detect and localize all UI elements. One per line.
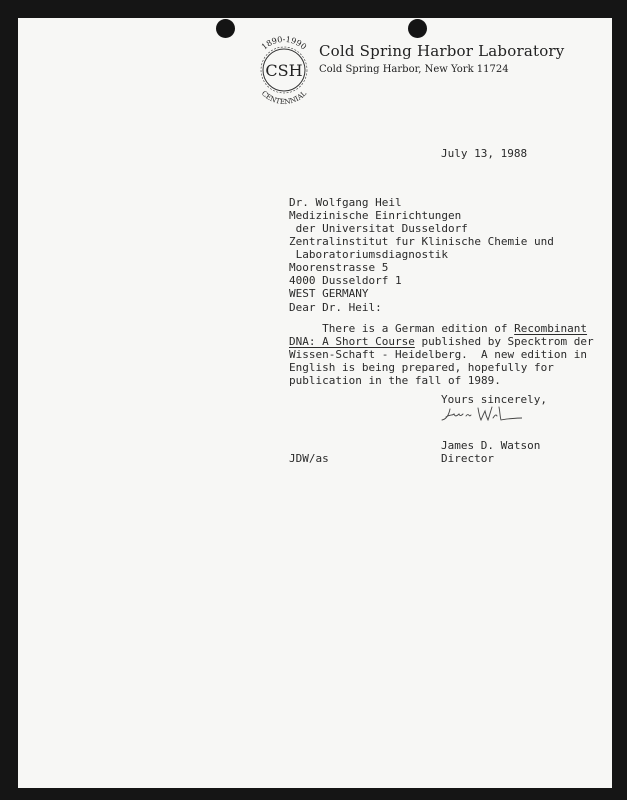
body-line-4: English is being prepared, hopefully for [289,361,554,374]
recipient-name: Dr. Wolfgang Heil [289,196,402,209]
body-text: There is a German edition of [289,322,515,335]
recipient-line: Zentralinstitut fur Klinische Chemie und [289,235,554,248]
body-line-2 [289,336,594,348]
body-line-1 [289,323,587,335]
organization-address: Cold Spring Harbor, New York 11724 [319,64,509,75]
handwritten-signature [432,398,522,428]
logo-initials: CSH [265,61,303,80]
recipient-line: der Universitat Dusseldorf [289,222,468,235]
book-title: Recombinant [514,322,588,335]
reference-initials: JDW/as [289,452,329,465]
recipient-line: 4000 Dusseldorf 1 [289,274,402,287]
logo-years: 1890-1990 [259,34,309,52]
body-line-5: publication in the fall of 1989. [289,374,501,387]
salutation: Dear Dr. Heil: [289,301,382,314]
letter-date: July 13, 1988 [441,147,528,160]
signer-name: James D. Watson [441,439,541,452]
recipient-line: Laboratoriumsdiagnostik [289,248,448,261]
recipient-line: Medizinische Einrichtungen [289,209,462,222]
body-text: published by Specktrom der [414,335,594,348]
csh-centennial-logo [244,30,324,110]
recipient-line: WEST GERMANY [289,287,369,300]
punch-hole-right [408,19,427,38]
recipient-line: Moorenstrasse 5 [289,261,389,274]
organization-name: Cold Spring Harbor Laboratory [319,42,565,60]
signer-title: Director [441,452,494,465]
logo-ring-text: CENTENNIAL [259,89,309,107]
punch-hole-left [216,19,235,38]
book-title: DNA: A Short Course [289,335,415,348]
body-line-3: Wissen-Schaft - Heidelberg. A new edition in [289,348,588,361]
closing: Yours sincerely, [441,393,547,406]
